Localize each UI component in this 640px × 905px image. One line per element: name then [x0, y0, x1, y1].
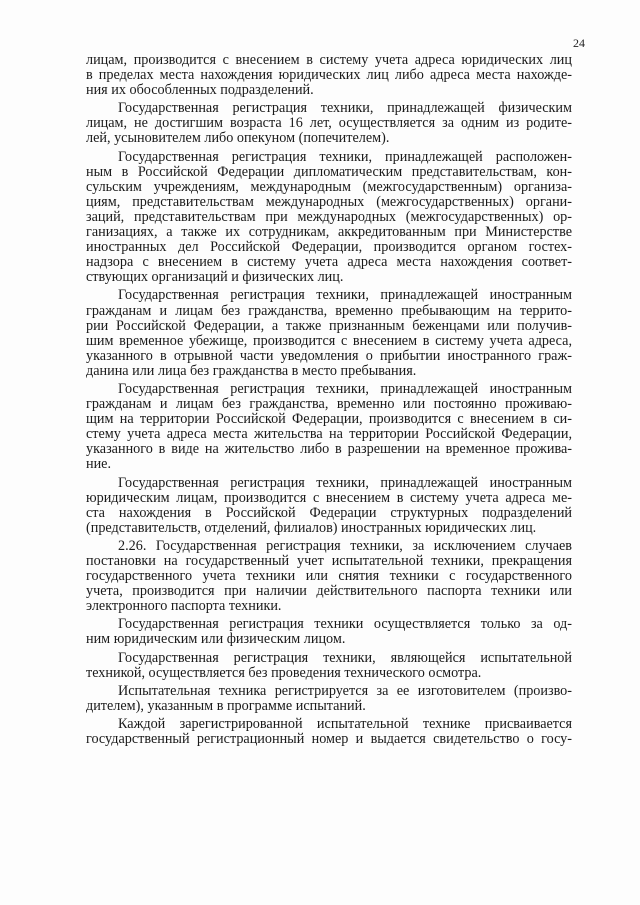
- paragraph: [86, 717, 572, 747]
- paragraph: [86, 684, 572, 714]
- text-line: Государственная регистрация техники, принадлежащей иностранным: [118, 287, 572, 304]
- text-line: Государственная регистрация техники, принадлежащей расположен-: [118, 148, 572, 165]
- paragraph: [86, 617, 572, 647]
- text-line: Государственная регистрация техники, являющейся испытательной: [118, 649, 572, 666]
- text-line: рии Российской Федерации, а также признанным беженцами или получив-: [86, 317, 572, 334]
- text-line: лицам, не достигшим возраста 16 лет, осуществляется за одним из родите-: [86, 115, 572, 132]
- text-line: указанного в виде на жительство либо в разрешении на временное прожива-: [86, 441, 572, 458]
- text-line: данина или лица без гражданства в место пребывания.: [86, 362, 417, 379]
- paragraph: [86, 539, 572, 614]
- text-line: гражданам и лицам без гражданства, временно пребывающим на террито-: [86, 302, 572, 319]
- text-line: лицам, производится с внесением в систему учета адреса юридических лиц: [86, 52, 572, 68]
- text-line: указанного в отрывной части уведомления о прибытии иностранного граж-: [86, 347, 572, 364]
- text-line: ста нахождения в Российской Федерации структурных подразделений: [86, 504, 572, 521]
- text-line: Государственная регистрация техники осуществляется только за од-: [118, 616, 572, 633]
- text-line: ганизациях, а также их сотрудникам, аккредитованным при Министерстве: [86, 224, 572, 241]
- paragraph: [86, 53, 572, 98]
- text-line: гражданам и лицам без гражданства, временно или постоянно проживаю-: [86, 396, 572, 413]
- text-line: (представительств, отделений, филиалов) иностранных юридических лиц.: [86, 519, 537, 536]
- text-line: юридическим лицам, производится с внесением в систему учета адреса ме-: [86, 489, 572, 506]
- text-line: 2.26. Государственная регистрация техники, за исключением случаев: [118, 537, 572, 554]
- text-line: электронного паспорта техники.: [86, 598, 282, 615]
- text-line: ствующих организаций и физических лиц.: [86, 269, 344, 286]
- text-line: ным в Российской Федерации дипломатическим представительствам, кон-: [86, 163, 572, 180]
- text-line: постановки на государственный учет испытательной техники, прекращения: [86, 553, 572, 569]
- text-line: заций, представительствам при международных (межгосударственных) ор-: [86, 208, 572, 225]
- text-line: учета, производится при наличии действительного паспорта техники или: [86, 583, 572, 600]
- document-body: [86, 53, 572, 747]
- text-line: ние.: [86, 456, 112, 473]
- text-line: ним юридическим или физическим лицом.: [86, 631, 346, 648]
- text-line: надзора с внесением в систему учета адреса места нахождения соответ-: [86, 254, 572, 271]
- page-number: 24: [573, 36, 585, 50]
- text-line: шим временное убежище, производится с внесением в систему учета адреса,: [86, 332, 572, 349]
- text-line: в пределах места нахождения юридических лиц либо адреса места нахожде-: [86, 67, 572, 84]
- text-line: дителем), указанным в программе испытаний.: [86, 697, 366, 714]
- paragraph: [86, 476, 572, 536]
- text-line: Государственная регистрация техники, принадлежащей иностранным: [118, 380, 572, 397]
- text-line: Каждой зарегистрированной испытательной технике присваивается: [118, 715, 572, 732]
- text-line: щим на территории Российской Федерации, производится с внесением в си-: [86, 411, 572, 428]
- text-line: стему учета адреса места жительства на территории Российской Федерации,: [86, 426, 572, 443]
- text-line: Государственная регистрация техники, принадлежащей иностранным: [118, 474, 572, 491]
- text-line: лей, усыновителем либо опекуном (попечителем).: [86, 130, 390, 147]
- text-line: государственного учета техники или снятия техники с государственного: [86, 568, 572, 585]
- text-line: государственный регистрационный номер и выдается свидетельство о госу-: [86, 731, 572, 748]
- text-line: ния их обособленных подразделений.: [86, 82, 314, 99]
- paragraph: [86, 101, 572, 146]
- paragraph: [86, 150, 572, 286]
- paragraph: [86, 382, 572, 473]
- text-line: техникой, осуществляется без проведения технического осмотра.: [86, 664, 482, 681]
- text-line: Государственная регистрация техники, принадлежащей физическим: [118, 100, 572, 117]
- text-line: циям, представительствам международных (межгосударственных) органи-: [86, 193, 572, 210]
- text-line: иностранных дел Российской Федерации, производится органом гостех-: [86, 239, 572, 256]
- paragraph: [86, 288, 572, 379]
- text-line: сульским учреждениям, международным (межгосударственным) организа-: [86, 178, 572, 195]
- paragraph: [86, 651, 572, 681]
- text-line: Испытательная техника регистрируется за ее изготовителем (произво-: [118, 682, 572, 699]
